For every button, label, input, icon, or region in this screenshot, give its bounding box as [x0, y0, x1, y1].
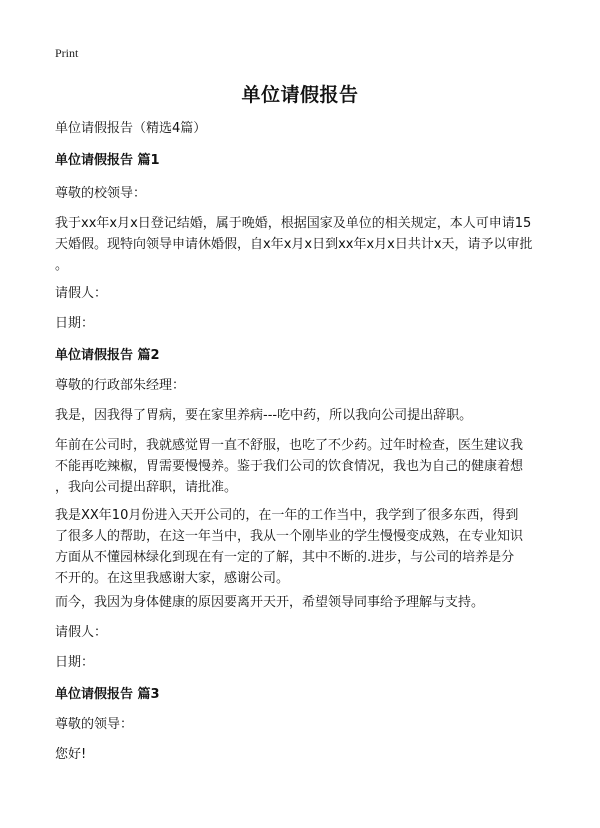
applicant-label: 请假人： [55, 286, 108, 301]
article-3-salutation: 尊敬的领导： [55, 717, 134, 732]
article-2-paragraph-line: 我是，因我得了胃病，要在家里养病---吃中药，所以我向公司提出辞职。 [55, 408, 473, 423]
article-2-paragraph-line: 不开的。在这里我感谢大家，感谢公司。 [55, 571, 290, 586]
article-1-paragraph-line: 我于xx年x月x日登记结婚，属于晚婚，根据国家及单位的相关规定，本人可申请15 [55, 216, 532, 231]
article-2-paragraph-line: 我是XX年10月份进入天开公司的，在一年的工作当中，我学到了很多东西，得到 [55, 508, 519, 523]
article-2-paragraph-line: 了很多人的帮助，在这一年当中，我从一个刚毕业的学生慢慢变成熟，在专业知识 [55, 529, 524, 544]
article-2-paragraph-line: 年前在公司时，我就感觉胃一直不舒服，也吃了不少药。过年时检查，医生建议我 [55, 438, 524, 453]
applicant-label: 请假人： [55, 625, 108, 640]
article-2-salutation: 尊敬的行政部朱经理： [55, 378, 186, 393]
article-2-paragraph-line: 而今，我因为身体健康的原因要离开天开，希望领导同事给予理解与支持。 [55, 595, 485, 610]
article-2-paragraph-line: 不能再吃辣椒，胃需要慢慢养。鉴于我们公司的饮食情况，我也为自己的健康着想 [55, 459, 524, 474]
document-subtitle: 单位请假报告（精选4篇） [55, 121, 207, 136]
article-1-paragraph-line: 天婚假。现特向领导申请休婚假，自x年x月x日到xx年x月x日共计x天，请予以审批 [55, 237, 533, 252]
article-1-heading: 单位请假报告 篇1 [55, 153, 160, 168]
article-2-heading: 单位请假报告 篇2 [55, 348, 160, 363]
article-3-greeting: 您好! [55, 747, 87, 762]
date-label: 日期： [55, 655, 95, 670]
article-2-paragraph-line: ，我向公司提出辞职，请批准。 [55, 480, 238, 495]
article-1-salutation: 尊敬的校领导： [55, 186, 147, 201]
article-1-paragraph-line: 。 [55, 258, 69, 273]
date-label: 日期： [55, 316, 95, 331]
article-2-paragraph-line: 方面从不懂园林绿化到现在有一定的了解，其中不断的.进步，与公司的培养是分 [55, 550, 515, 565]
article-3-heading: 单位请假报告 篇3 [55, 687, 160, 702]
print-link[interactable]: Print [55, 46, 79, 60]
document-title: 单位请假报告 [241, 84, 359, 106]
